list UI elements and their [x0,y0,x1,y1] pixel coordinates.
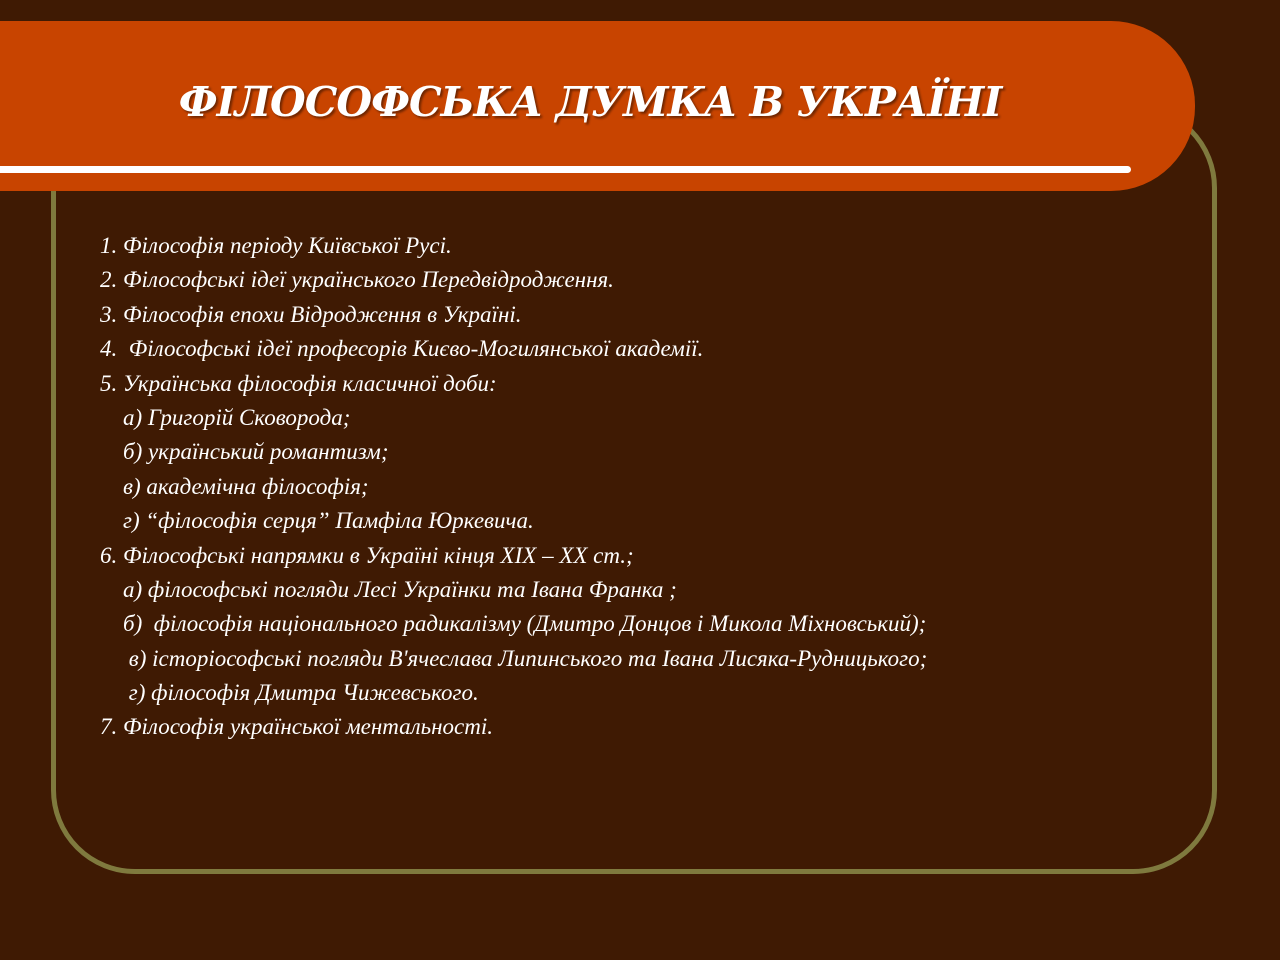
outline-subitem-6b: б) філософія національного радикалізму (Дмитро Донцов і Микола Міхновський); [100,611,927,637]
outline-subitem-6a: а) філософські погляди Лесі Українки та Івана Франка ; [100,576,677,602]
outline-item-4: 4. Філософські ідеї професорів Києво-Могилянської академії. [100,336,704,362]
outline-item-5: 5. Українська філософія класичної доби: [100,370,497,396]
outline-subitem-5a: а) Григорій Сковорода; [100,404,351,430]
outline-subitem-6d: г) філософія Дмитра Чижевського. [100,680,479,706]
outline-item-6: 6. Філософські напрямки в Україні кінця ХІХ – ХХ ст.; [100,542,634,568]
title-underline [0,166,1131,173]
outline-item-7: 7. Філософія української ментальності. [100,714,494,740]
outline-item-2: 2. Філософські ідеї українського Передвідродження. [100,267,614,293]
outline-item-3: 3. Філософія епохи Відродження в Україні. [100,301,522,327]
outline-subitem-5d: г) “філософія серця” Памфіла Юркевича. [100,508,534,534]
outline-subitem-5c: в) академічна філософія; [100,473,369,499]
outline-subitem-5b: б) український романтизм; [100,439,389,465]
outline-subitem-6c: в) історіософські погляди В'ячеслава Липинського та Івана Лисяка-Рудницького; [100,645,928,671]
outline-item-1: 1. Філософія періоду Київської Русі. [100,233,452,258]
slide-title: ФІЛОСОФСЬКА ДУМКА В УКРАЇНІ [178,78,1002,126]
outline-list [100,229,1180,745]
